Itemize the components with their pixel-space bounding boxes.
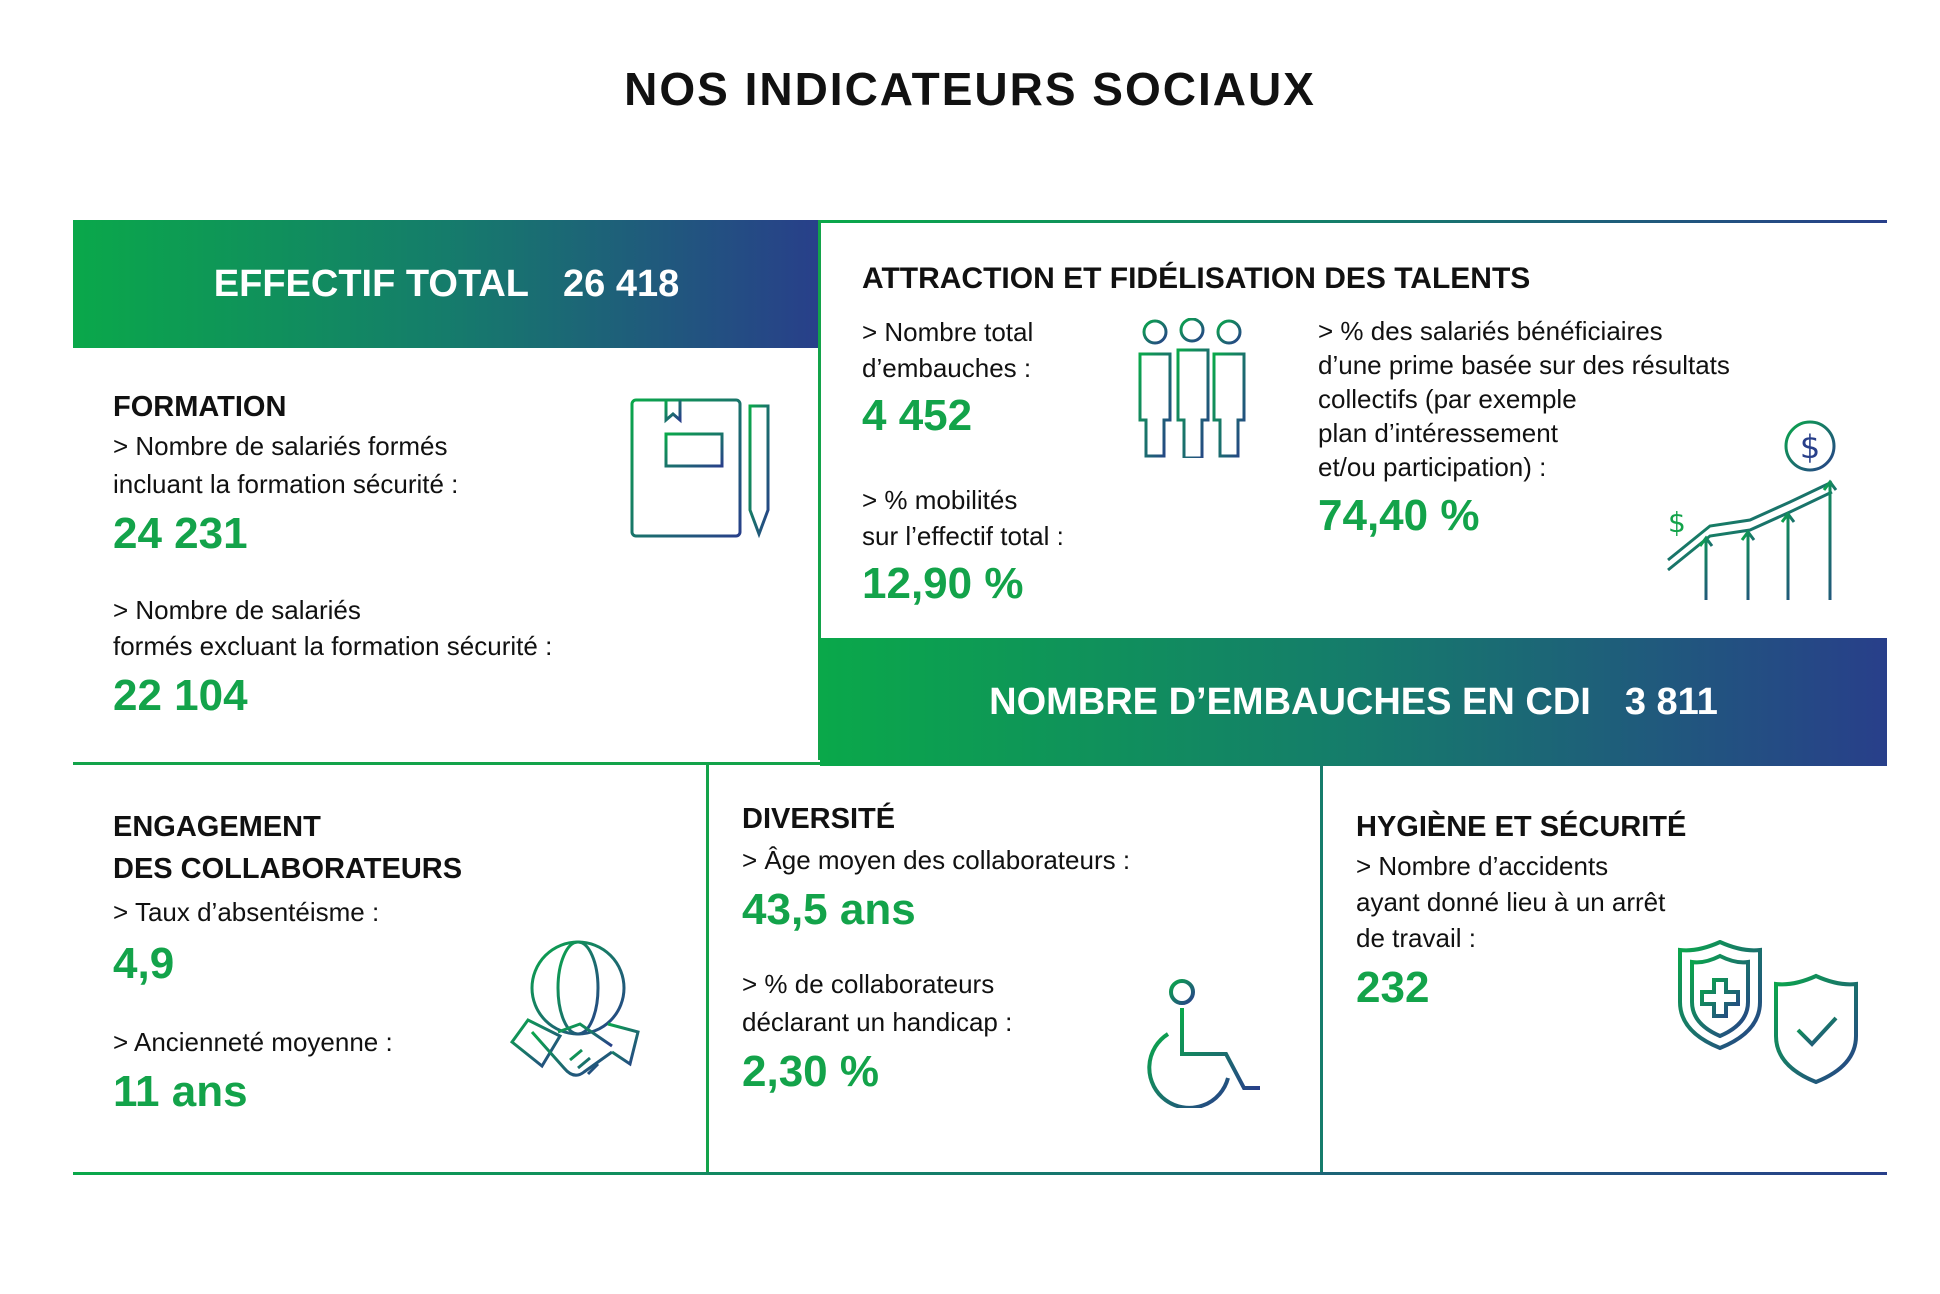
prime-line5: et/ou participation) :	[1318, 452, 1547, 482]
shields-icon	[1676, 940, 1861, 1085]
handicap-line2: déclarant un handicap :	[742, 1007, 1013, 1037]
mobilites-block	[862, 482, 1182, 610]
hygiene-title: HYGIÈNE ET SÉCURITÉ	[1356, 811, 1687, 843]
wheelchair-icon	[1134, 978, 1264, 1108]
bottom-divider	[73, 1172, 1887, 1175]
top-divider	[820, 220, 1887, 223]
growth-chart-dollar-icon	[1660, 420, 1845, 605]
hygiene-line3: de travail :	[1356, 923, 1476, 953]
formation-item2-line2: formés excluant la formation sécurité :	[113, 631, 553, 661]
formation-item1-line2: incluant la formation sécurité :	[113, 469, 459, 499]
prime-line4: plan d’intéressement	[1318, 418, 1558, 448]
people-group-icon	[1128, 318, 1258, 458]
embauches-block	[862, 314, 1112, 442]
formation-item1-line1: > Nombre de salariés formés	[113, 431, 448, 461]
absent-label: > Taux d’absentéisme :	[113, 897, 380, 927]
anciennete-label: > Ancienneté moyenne :	[113, 1027, 393, 1057]
formation-item2-line1: > Nombre de salariés	[113, 595, 361, 625]
mobilites-line1: > % mobilités	[862, 485, 1018, 515]
embauches-line2: d’embauches :	[862, 353, 1032, 383]
hygiene-line1: > Nombre d’accidents	[1356, 851, 1609, 881]
handicap-line1: > % de collaborateurs	[742, 969, 995, 999]
attraction-title: ATTRACTION ET FIDÉLISATION DES TALENTS	[862, 262, 1531, 295]
notebook-pen-icon	[630, 398, 775, 540]
prime-line3: collectifs (par exemple	[1318, 384, 1577, 414]
vertical-divider-bottom-1	[706, 764, 709, 1174]
mobilites-value: 12,90 %	[862, 559, 1024, 608]
svg-text:$: $	[1799, 428, 1821, 466]
effectif-label: EFFECTIF TOTAL	[213, 262, 529, 305]
svg-text:$: $	[1668, 506, 1686, 539]
formation-item2-value: 22 104	[113, 671, 248, 720]
formation-item1-value: 24 231	[113, 509, 248, 558]
prime-line2: d’une prime basée sur des résultats	[1318, 350, 1730, 380]
diversite-title: DIVERSITÉ	[742, 803, 896, 835]
prime-value: 74,40 %	[1318, 491, 1480, 540]
age-label: > Âge moyen des collaborateurs :	[742, 845, 1131, 875]
age-value: 43,5 ans	[742, 885, 916, 934]
hygiene-value: 232	[1356, 963, 1430, 1012]
handicap-value: 2,30 %	[742, 1047, 879, 1096]
formation-title: FORMATION	[113, 391, 287, 423]
anciennete-value: 11 ans	[113, 1067, 248, 1116]
engagement-title-line2: DES COLLABORATEURS	[113, 853, 463, 885]
prime-line1: > % des salariés bénéficiaires	[1318, 316, 1663, 346]
vertical-divider-bottom-2	[1320, 764, 1323, 1174]
embauches-line1: > Nombre total	[862, 317, 1034, 347]
cdi-banner	[820, 638, 1887, 766]
engagement-title-line1: ENGAGEMENT	[113, 811, 321, 843]
cdi-value: 3 811	[1624, 680, 1718, 723]
hygiene-line2: ayant donné lieu à un arrêt	[1356, 887, 1666, 917]
mobilites-line2: sur l’effectif total :	[862, 521, 1064, 551]
embauches-value: 4 452	[862, 391, 973, 440]
effectif-value: 26 418	[563, 262, 680, 305]
globe-handshake-icon	[508, 936, 643, 1091]
effectif-banner	[73, 220, 820, 348]
page-title: NOS INDICATEURS SOCIAUX	[624, 63, 1316, 115]
cdi-label: NOMBRE D’EMBAUCHES EN CDI	[989, 680, 1591, 723]
absent-value: 4,9	[113, 939, 175, 988]
